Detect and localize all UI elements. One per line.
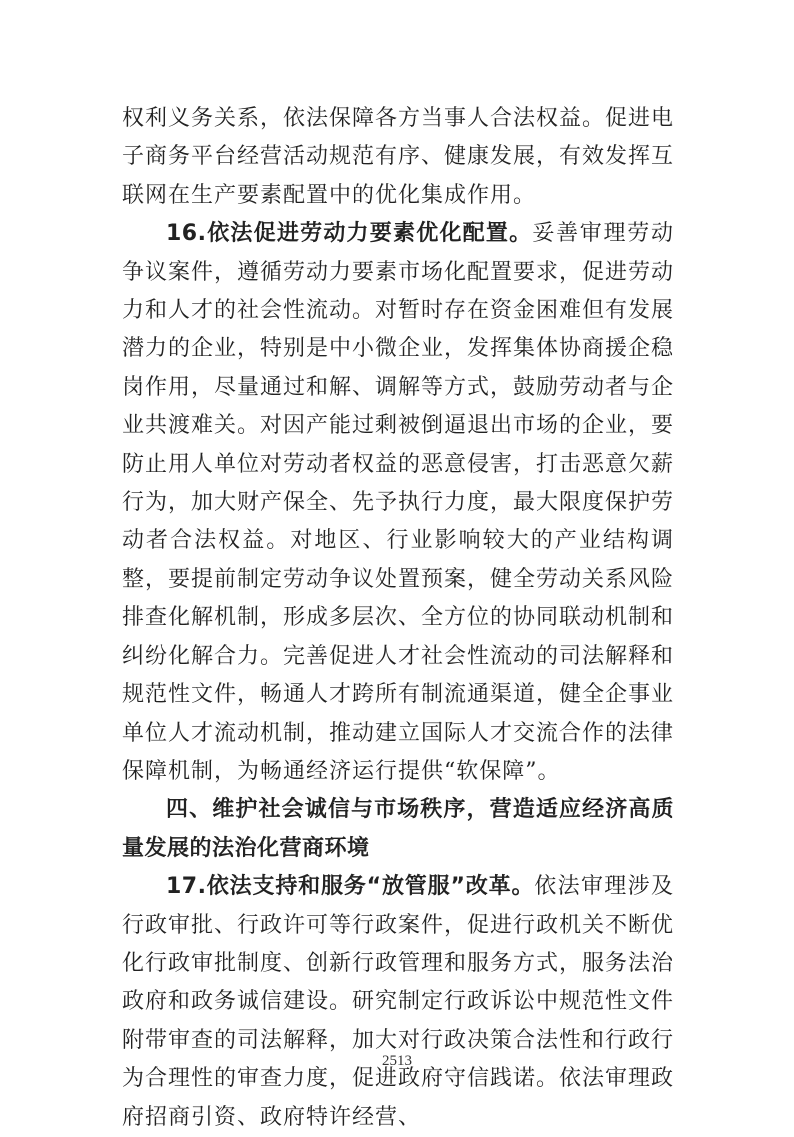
paragraph-16-body: 妥善审理劳动争议案件，遵循劳动力要素市场化配置要求，促进劳动力和人才的社会性流动。对暂时存在资金困难但有发展潜力的企业，特别是中小微企业，发挥集体协商援企稳岗作用，尽量通过和解、调解等方式，鼓励劳动者与企业共渡难关。对因产能过剩被倒逼退出市场的企业，要防止用人单位对劳动者权益的恶意侵害，打击恶意欠薪行为，加大财产保全、先予执行力度，最大限度保护劳动者合法权益。对地区、行业影响较大的产业结构调整，要提前制定劳动争议处置预案，健全劳动关系风险排查化解机制，形成多层次、全方位的协同联动机制和纠纷化解合力。完善促进人才社会性流动的司法解释和规范性文件，畅通人才跨所有制流通渠道，健全企事业单位人才流动机制，推动建立国际人才交流合作的法律保障机制，为畅通经济运行提供“软保障”。 (122, 221, 675, 784)
section-heading-4: 四、维护社会诚信与市场秩序，营造适应经济高质量发展的法治化营商环境 (122, 797, 674, 861)
paragraph-17-body: 依法审理涉及行政审批、行政许可等行政案件，促进行政机关不断优化行政审批制度、创新行政管理和服务方式，服务法治政府和政务诚信建设。研究制定行政诉讼中规范性文件附带审查的司法解释，加大对行政决策合法性和行政行为合理性的审查力度，促进政府守信践诺。依法审理政府招商引资、政府特许经营、 (122, 874, 675, 1130)
page-number: 2513 (382, 1053, 412, 1069)
paragraph-16 (122, 215, 674, 791)
document-body (122, 100, 674, 1137)
paragraph-16-title: 16.依法促进劳动力要素优化配置。 (166, 221, 533, 247)
paragraph-continuation: 权利义务关系，依法保障各方当事人合法权益。促进电子商务平台经营活动规范有序、健康发展，有效发挥互联网在生产要素配置中的优化集成作用。 (122, 106, 675, 208)
paragraph-17 (122, 868, 674, 1137)
paragraph-17-title: 17.依法支持和服务“放管服”改革。 (166, 874, 535, 900)
